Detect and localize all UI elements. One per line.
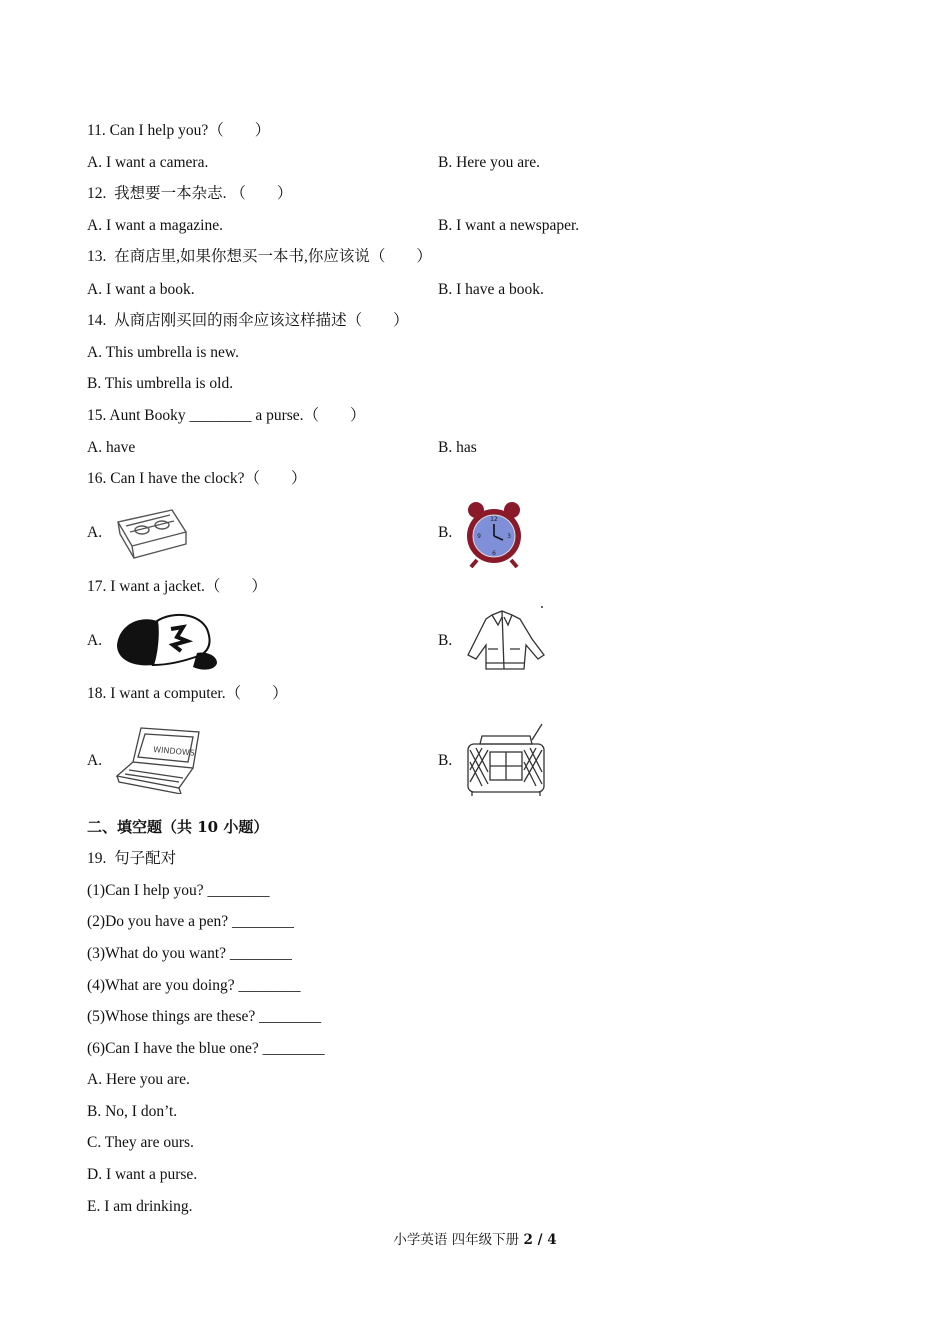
radio-icon[interactable]: [462, 722, 550, 803]
alarm-clock-icon[interactable]: [463, 500, 525, 573]
page-footer: [0, 1228, 950, 1248]
q18-option-b[interactable]: B.: [438, 752, 453, 769]
q15-option-a[interactable]: A. have: [87, 439, 136, 456]
footer-text: 小学英语 四年级下册: [393, 1232, 524, 1248]
page-number: 2: [523, 1232, 533, 1248]
svg-text:9: 9: [477, 533, 481, 540]
q14-stem: 14. 从商店刚买回的雨伞应该这样描述（ ）: [87, 312, 409, 329]
q15-option-b[interactable]: B. has: [438, 439, 477, 456]
q11-option-b[interactable]: B. Here you are.: [438, 154, 540, 171]
page-separator: /: [532, 1232, 548, 1248]
svg-text:WINDOWS: WINDOWS: [152, 745, 196, 758]
q17-option-a[interactable]: A.: [87, 632, 103, 649]
q19-stem: 19. 句子配对: [87, 850, 177, 867]
q11-option-a[interactable]: A. I want a camera.: [87, 154, 209, 171]
q19-option-d: D. I want a purse.: [87, 1166, 198, 1183]
q12-stem: 12. 我想要一本杂志. （ ）: [87, 185, 293, 202]
laptop-icon[interactable]: [113, 722, 205, 799]
q16-option-a[interactable]: A.: [87, 524, 103, 541]
svg-text:6: 6: [492, 550, 496, 557]
q19-item-2[interactable]: (2)Do you have a pen? ________: [87, 913, 295, 930]
q14-option-a[interactable]: A. This umbrella is new.: [87, 344, 239, 361]
q19-item-1[interactable]: (1)Can I help you? ________: [87, 882, 270, 899]
page-total: 4: [547, 1232, 557, 1248]
videotape-icon[interactable]: [112, 502, 190, 567]
q13-option-a[interactable]: A. I want a book.: [87, 281, 195, 298]
jacket-icon[interactable]: [462, 605, 550, 678]
q19-option-e: E. I am drinking.: [87, 1198, 193, 1215]
q16-stem: 16. Can I have the clock?（ ）: [87, 470, 307, 487]
q15-stem: 15. Aunt Booky ________ a purse.（ ）: [87, 407, 366, 424]
q18-stem: 18. I want a computer.（ ）: [87, 685, 288, 702]
q16-option-b[interactable]: B.: [438, 524, 453, 541]
q11-stem: 11. Can I help you?（ ）: [87, 122, 271, 139]
q12-option-b[interactable]: B. I want a newspaper.: [438, 217, 580, 234]
q14-option-b[interactable]: B. This umbrella is old.: [87, 375, 234, 392]
q13-stem: 13. 在商店里,如果你想买一本书,你应该说（ ）: [87, 248, 432, 265]
section-2-title: 二、填空题（共 10 小题）: [87, 818, 269, 836]
svg-text:12: 12: [490, 516, 498, 523]
q19-item-5[interactable]: (5)Whose things are these? ________: [87, 1008, 322, 1025]
q19-item-6[interactable]: (6)Can I have the blue one? ________: [87, 1040, 325, 1057]
q19-item-4[interactable]: (4)What are you doing? ________: [87, 977, 301, 994]
q19-option-a: A. Here you are.: [87, 1071, 190, 1088]
q19-option-b: B. No, I don’t.: [87, 1103, 178, 1120]
cap-icon[interactable]: [113, 607, 221, 678]
q17-stem: 17. I want a jacket.（ ）: [87, 578, 267, 595]
q18-option-a[interactable]: A.: [87, 752, 103, 769]
svg-text:3: 3: [507, 533, 511, 540]
q13-option-b[interactable]: B. I have a book.: [438, 281, 544, 298]
q19-option-c: C. They are ours.: [87, 1134, 194, 1151]
q19-item-3[interactable]: (3)What do you want? ________: [87, 945, 292, 962]
q17-option-b[interactable]: B.: [438, 632, 453, 649]
q12-option-a[interactable]: A. I want a magazine.: [87, 217, 223, 234]
